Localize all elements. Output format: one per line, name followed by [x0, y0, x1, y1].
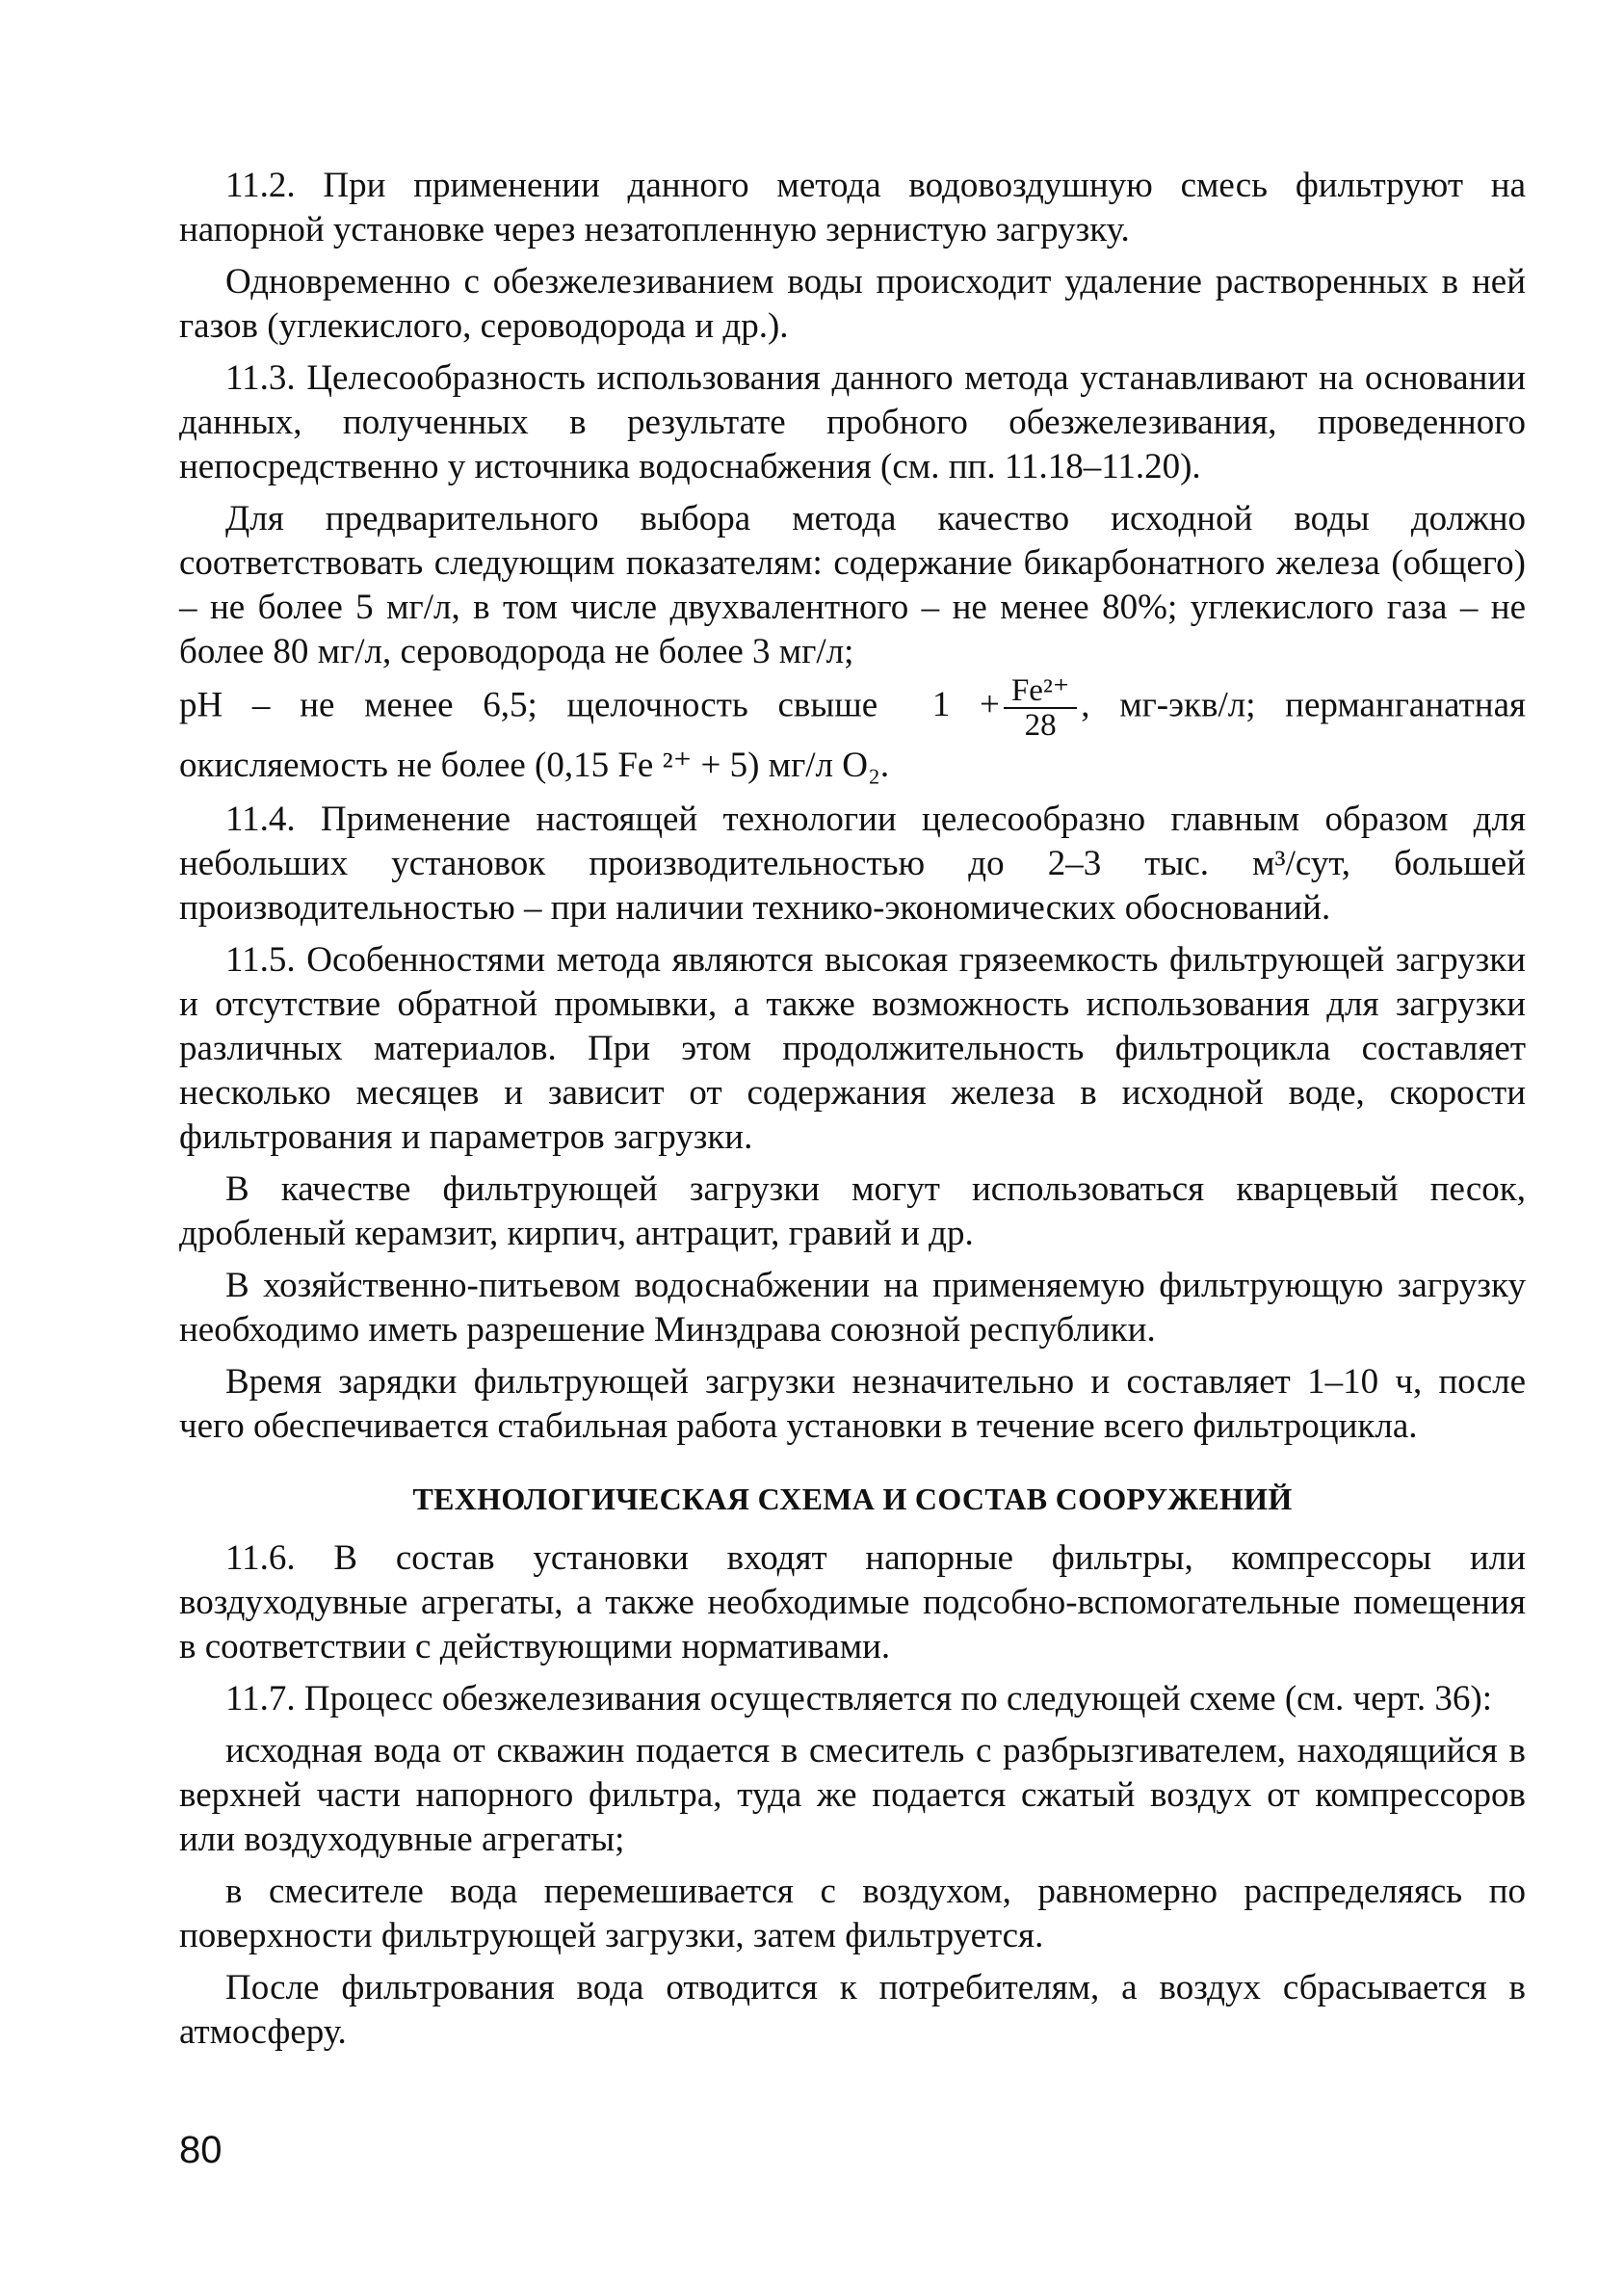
page-number: 80	[179, 2129, 223, 2171]
alkalinity-fraction	[1004, 674, 1077, 742]
paragraph-step-1: исходная вода от скважин подается в смеситель с разбрызгивателем, находящийся в верхней части напорного фильтра, туда же подается сжатый воздух от компрессоров или воздуходувные агрегаты;	[179, 1731, 1526, 1859]
section-heading: ТЕХНОЛОГИЧЕСКАЯ СХЕМА И СОСТАВ СООРУЖЕНИЙ	[412, 1482, 1293, 1516]
body-text	[179, 164, 1526, 2055]
fraction-denominator: 28	[1024, 708, 1057, 743]
paragraph-filter-media: В качестве фильтрующей загрузки могут использоваться кварцевый песок, дробленый керамзит, кирпич, антрацит, гравий и др.	[179, 1169, 1526, 1253]
formula-one-plus: 1 +	[931, 685, 1000, 725]
paragraph-health-permit: В хозяйственно-питьевом водоснабжении на применяемую фильтрующую загрузку необходимо иметь разрешение Минздрава союзной республики.	[179, 1266, 1526, 1350]
paragraph-gas-removal: Одновременно с обезжелезиванием воды происходит удаление растворенных в ней газов (углекислого, сероводорода и др.).	[179, 262, 1526, 346]
fraction-numerator: Fe²⁺	[1004, 674, 1077, 709]
ph-text: pH – не менее 6,5; щелочность свыше	[179, 685, 878, 725]
paragraph-11-6: 11.6. В состав установки входят напорные фильтры, компрессоры или воздуходувные агрегаты, а также необходимые подсобно-вспомогательные помещения в соответствии с действующими нормативами.	[179, 1538, 1526, 1666]
paragraph-charging-time: Время зарядки фильтрующей загрузки незначительно и составляет 1–10 ч, после чего обеспечивается стабильная работа установки в течение всего фильтроцикла.	[179, 1362, 1526, 1446]
paragraph-after-filtering: После фильтрования вода отводится к потребителям, а воздух сбрасывается в атмосферу.	[179, 1968, 1526, 2052]
paragraph-11-2: 11.2. При применении данного метода водовоздушную смесь фильтруют на напорной установке через незатопленную зернистую загрузку.	[179, 166, 1526, 249]
formula-units-text: , мг-экв/л; перманганатная окисляемость не более (0,15 Fe ²⁺ + 5) мг/л O₂.	[179, 685, 1527, 785]
paragraph-11-7: 11.7. Процесс обезжелезивания осуществляется по следующей схеме (см. черт. 36):	[225, 1679, 1493, 1718]
paragraph-11-3: 11.3. Целесообразность использования данного метода устанавливают на основании данных, полученных в результате пробного обезжелезивания, проведенного непосредственно у источника водоснабжения (см. пп. 11.18–11.20).	[179, 358, 1526, 486]
paragraph-11-4: 11.4. Применение настоящей технологии целесообразно главным образом для небольших установок производительностью до 2–3 тыс. м³/сут, большей производительностью – при наличии технико-экономических обоснований.	[179, 800, 1526, 928]
paragraph-step-2: в смесителе вода перемешивается с воздухом, равномерно распределяясь по поверхности фильтрующей загрузки, затем фильтруется.	[179, 1872, 1526, 1955]
paragraph-water-quality: Для предварительного выбора метода качество исходной воды должно соответствовать следующим показателям: содержание бикарбонатного железа (общего) – не более 5 мг/л, в том числе двухвалентного – не менее 80%; углекислого газа – не более 80 мг/л, сероводорода не более 3 мг/л;	[179, 499, 1526, 671]
formula-paragraph	[179, 674, 1526, 790]
paragraph-11-5: 11.5. Особенностями метода являются высокая грязеемкость фильтрующей загрузки и отсутствие обратной промывки, а также возможность использования для загрузки различных материалов. При этом продолжительность фильтроцикла составляет несколько месяцев и зависит от содержания железа в исходной воде, скорости фильтрования и параметров загрузки.	[179, 940, 1526, 1157]
